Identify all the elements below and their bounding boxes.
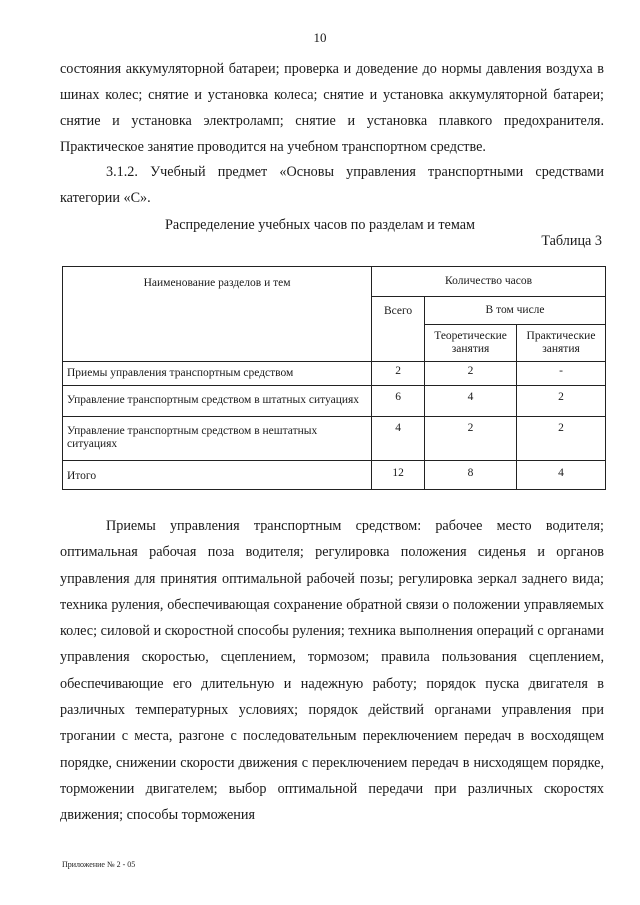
row-theory: 8 xyxy=(425,461,517,490)
page-number: 10 xyxy=(313,30,327,45)
table-row xyxy=(63,362,606,386)
header-total: Всего xyxy=(372,297,425,362)
row-practice: 2 xyxy=(517,386,606,417)
paragraph-subject-heading: 3.1.2. Учебный предмет «Основы управления транспортными средствами категории «С». xyxy=(60,164,604,206)
paragraph-maintenance: состояния аккумуляторной батареи; проверка и доведение до нормы давления воздуха в шинах колес; снятие и установка колеса; снятие и установка аккумуляторной батареи; снятие и установка электроламп; снятие и установка плавкого предохранителя. Практическое занятие проводится на учебном транспортном средстве. xyxy=(60,61,604,155)
row-practice: 2 xyxy=(517,417,606,461)
row-theory: 2 xyxy=(425,362,517,386)
footer-note: Приложение № 2 - 05 xyxy=(62,860,136,869)
paragraph-control-techniques: Приемы управления транспортным средством: рабочее место водителя; оптимальная рабочая поза водителя; регулировка положения сиденья и органов управления для принятия оптимальной рабочей позы; регулировка зеркал заднего вида; техника руления, обеспечивающая сохранение обратной связи о положении управляемых колес; силовой и скоростной способы руления; техника выполнения операций с органами управления скоростью, сцеплением, тормозом; правила пользования сцеплением, обеспечивающие его длительную и надежную работу; порядок пуска двигателя в различных температурных условиях; порядок действий органами управления при трогании с места, разгоне с последовательным переключением передач в восходящем порядке, снижении скорости движения с переключением передач в нисходящем порядке, торможении двигателем; выбор оптимальной передачи при различных скоростях движения; способы торможения xyxy=(60,518,604,824)
row-practice: 4 xyxy=(517,461,606,490)
header-name: Наименование разделов и тем xyxy=(63,267,372,362)
header-theory: Теоретические занятия xyxy=(425,325,517,362)
row-practice: - xyxy=(517,362,606,386)
table-row-total xyxy=(63,461,606,490)
row-name: Итого xyxy=(63,461,372,490)
row-total: 6 xyxy=(372,386,425,417)
header-including: В том числе xyxy=(425,297,606,325)
row-total: 12 xyxy=(372,461,425,490)
row-name: Управление транспортным средством в нештатных ситуациях xyxy=(63,417,372,461)
table-row xyxy=(63,386,606,417)
header-hours: Количество часов xyxy=(372,267,606,297)
row-total: 2 xyxy=(372,362,425,386)
row-total: 4 xyxy=(372,417,425,461)
row-name: Приемы управления транспортным средством xyxy=(63,362,372,386)
hours-table xyxy=(62,266,606,490)
row-name: Управление транспортным средством в штатных ситуациях xyxy=(63,386,372,417)
row-theory: 4 xyxy=(425,386,517,417)
table-label: Таблица 3 xyxy=(541,233,602,249)
row-theory: 2 xyxy=(425,417,517,461)
table-header-row xyxy=(63,267,606,297)
header-practice: Практические занятия xyxy=(517,325,606,362)
table-row xyxy=(63,417,606,461)
table-caption: Распределение учебных часов по разделам и темам xyxy=(165,217,475,233)
